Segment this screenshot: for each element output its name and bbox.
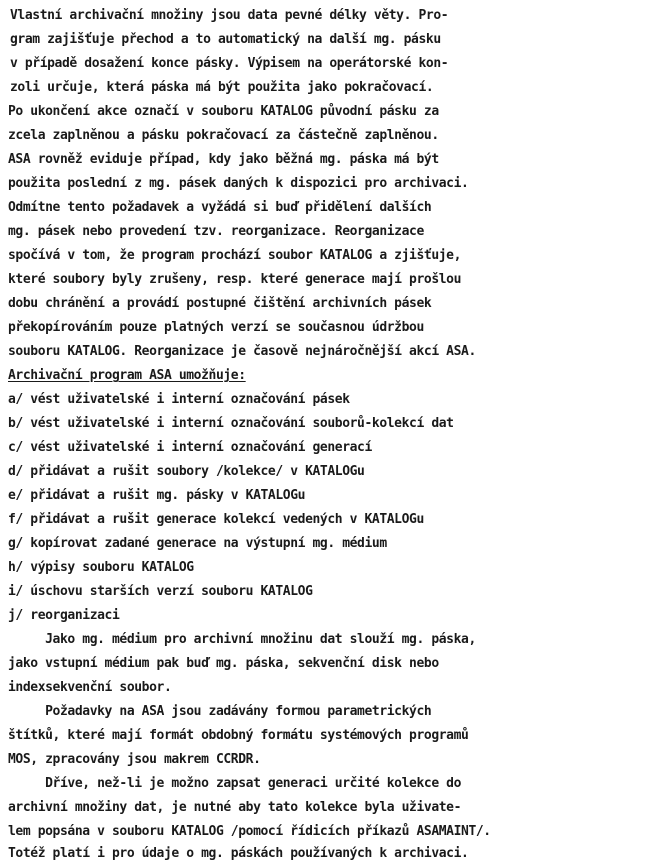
list-item-j: j/ reorganizaci xyxy=(8,608,120,623)
text-line-15: souboru KATALOG. Reorganizace je časově nejnáročnější akcí ASA. xyxy=(8,344,476,359)
text-line-12: které soubory byly zrušeny, resp. které generace mají prošlou xyxy=(8,272,462,287)
list-heading: Archivační program ASA umožňuje: xyxy=(8,368,246,383)
text-line-5: Po ukončení akce označí v souboru KATALOG původní pásku za xyxy=(8,104,439,119)
text-line-11: spočívá v tom, že program prochází soubor KATALOG a zjišťuje, xyxy=(8,248,462,263)
text-line-34: archivní množiny dat, je nutné aby tato kolekce byla uživate- xyxy=(8,800,462,815)
text-line-33: Dříve, než-li je možno zapsat generaci určité kolekce do xyxy=(8,776,462,791)
text-line-1: Vlastní archivační množiny jsou data pevné délky věty. Pro- xyxy=(10,8,449,23)
text-line-30: Požadavky na ASA jsou zadávány formou parametrických xyxy=(8,704,432,719)
text-line-6: zcela zaplněnou a pásku pokračovací za částečně zaplněnou. xyxy=(8,128,439,143)
text-line-8: použita poslední z mg. pásek daných k dispozici pro archivaci. xyxy=(8,176,469,191)
list-item-g: g/ kopírovat zadané generace na výstupní mg. médium xyxy=(8,536,387,551)
text-line-29: indexsekvenční soubor. xyxy=(8,680,172,695)
list-item-h: h/ výpisy souboru KATALOG xyxy=(8,560,194,575)
list-item-a: a/ vést uživatelské i interní označování pásek xyxy=(8,392,350,407)
text-line-9: Odmítne tento požadavek a vyžádá si buď přidělení dalších xyxy=(8,200,432,215)
text-line-3: v případě dosažení konce pásky. Výpisem na operátorské kon- xyxy=(10,56,449,71)
text-line-13: dobu chránění a provádí postupné čištění archivních pásek xyxy=(8,296,432,311)
text-line-35: lem popsána v souboru KATALOG /pomocí řídicích příkazů ASAMAINT/. xyxy=(8,824,491,839)
text-line-31: štítků, které mají formát obdobný formátu systémových programů xyxy=(8,728,469,743)
list-item-d: d/ přidávat a rušit soubory /kolekce/ v KATALOGu xyxy=(8,464,365,479)
text-line-28: jako vstupní médium pak buď mg. páska, sekvenční disk nebo xyxy=(8,656,439,671)
text-line-2: gram zajišťuje přechod a to automatický na další mg. pásku xyxy=(10,32,441,47)
list-item-i: i/ úschovu starších verzí souboru KATALOG xyxy=(8,584,313,599)
text-line-36: Totéž platí i pro údaje o mg. páskách používaných k archivaci. xyxy=(8,846,469,861)
text-line-14: překopírováním pouze platných verzí se současnou údržbou xyxy=(8,320,424,335)
text-line-10: mg. pásek nebo provedení tzv. reorganizace. Reorganizace xyxy=(8,224,424,239)
text-line-32: MOS, zpracovány jsou makrem CCRDR. xyxy=(8,752,261,767)
text-line-7: ASA rovněž eviduje případ, kdy jako běžná mg. páska má být xyxy=(8,152,439,167)
list-item-b: b/ vést uživatelské i interní označování souborů-kolekcí dat xyxy=(8,416,454,431)
list-item-e: e/ přidávat a rušit mg. pásky v KATALOGu xyxy=(8,488,306,503)
text-line-4: zoli určuje, která páska má být použita jako pokračovací. xyxy=(10,80,434,95)
list-item-f: f/ přidávat a rušit generace kolekcí vedených v KATALOGu xyxy=(8,512,424,527)
text-line-27: Jako mg. médium pro archivní množinu dat slouží mg. páska, xyxy=(8,632,476,647)
list-item-c: c/ vést uživatelské i interní označování generací xyxy=(8,440,372,455)
